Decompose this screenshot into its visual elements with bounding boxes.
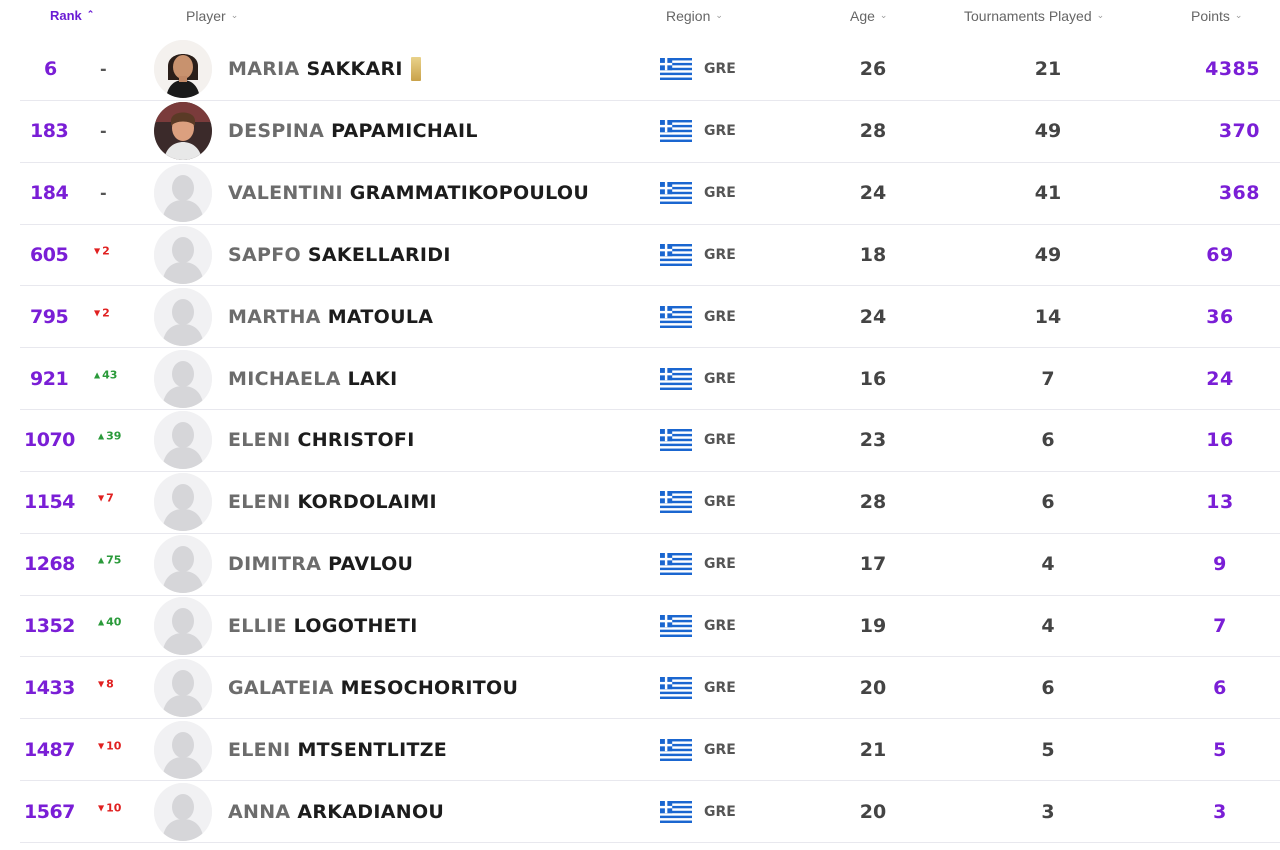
player-avatar[interactable] <box>154 288 212 346</box>
table-header <box>0 0 1280 36</box>
player-last-name: PAVLOU <box>328 553 414 576</box>
rank-movement <box>94 368 117 381</box>
player-name-link[interactable] <box>228 429 415 451</box>
age-value: 28 <box>859 491 887 514</box>
points-value: 69 <box>1206 243 1234 266</box>
player-name-link[interactable] <box>228 615 418 637</box>
table-row[interactable] <box>20 225 1280 287</box>
movement-value: - <box>100 59 107 79</box>
points-value: 4385 <box>1205 58 1260 81</box>
region-code: GRE <box>704 185 736 202</box>
region-code: GRE <box>704 308 736 325</box>
age-value: 18 <box>859 243 887 266</box>
chevron-down-icon: ⌄ <box>230 9 239 20</box>
age-value: 20 <box>859 800 887 823</box>
player-name-link[interactable] <box>228 244 451 266</box>
rank-value: 1268 <box>24 553 75 576</box>
player-last-name: MTSENTLITZE <box>297 738 448 761</box>
region-code: GRE <box>704 679 736 696</box>
region-code: GRE <box>704 123 736 140</box>
points-value: 7 <box>1213 615 1227 638</box>
greece-flag-icon <box>660 306 692 328</box>
player-last-name: CHRISTOFI <box>297 429 415 452</box>
triangle-down-icon: ▼ <box>98 803 105 813</box>
player-last-name: SAKELLARIDI <box>307 243 451 266</box>
player-avatar[interactable] <box>154 411 212 469</box>
rank-value: 6 <box>44 58 57 81</box>
age-value: 17 <box>859 553 887 576</box>
rank-movement <box>100 60 107 79</box>
player-first-name: ANNA <box>228 800 291 823</box>
player-name-link[interactable] <box>228 491 437 513</box>
rank-movement <box>98 739 121 752</box>
player-avatar[interactable] <box>154 350 212 408</box>
movement-value: 8 <box>106 677 114 691</box>
movement-value: 10 <box>106 739 122 753</box>
region-header-label: Region <box>666 8 711 24</box>
player-name-link[interactable] <box>228 677 518 699</box>
greece-flag-icon <box>660 491 692 513</box>
player-avatar[interactable] <box>154 40 212 98</box>
triangle-up-icon: ▲ <box>94 370 101 380</box>
movement-value: 43 <box>102 368 118 382</box>
age-value: 24 <box>859 305 887 328</box>
player-last-name: GRAMMATIKOPOULOU <box>349 182 590 205</box>
age-value: 16 <box>859 367 887 390</box>
chevron-down-icon: ⌄ <box>715 9 723 20</box>
triangle-up-icon: ▲ <box>98 617 105 627</box>
age-value: 24 <box>859 182 887 205</box>
player-name-link[interactable] <box>228 368 397 390</box>
player-avatar[interactable] <box>154 164 212 222</box>
region-code: GRE <box>704 61 736 78</box>
player-last-name: PAPAMICHAIL <box>331 120 478 143</box>
movement-value: 75 <box>106 553 122 567</box>
player-first-name: ELENI <box>228 429 291 452</box>
tournaments-played-value: 3 <box>1041 800 1055 823</box>
movement-value: 40 <box>106 615 122 629</box>
rank-value: 795 <box>30 305 69 328</box>
rank-value: 921 <box>30 367 69 390</box>
table-row[interactable] <box>20 163 1280 225</box>
player-name-link[interactable] <box>228 120 478 142</box>
rank-movement <box>98 430 121 443</box>
triangle-down-icon: ▼ <box>98 679 105 689</box>
greece-flag-icon <box>660 801 692 823</box>
table-row[interactable] <box>20 410 1280 472</box>
rank-movement <box>100 184 107 203</box>
sort-region-header[interactable] <box>666 8 723 24</box>
movement-value: 7 <box>106 491 114 505</box>
player-first-name: GALATEIA <box>228 676 334 699</box>
triangle-down-icon: ▼ <box>98 741 105 751</box>
age-header-label: Age <box>850 8 875 24</box>
movement-value: 2 <box>102 244 110 258</box>
player-last-name: MESOCHORITOU <box>340 676 519 699</box>
region-code: GRE <box>704 432 736 449</box>
player-avatar[interactable] <box>154 721 212 779</box>
table-row[interactable] <box>20 39 1280 101</box>
points-value: 24 <box>1206 367 1234 390</box>
rank-movement <box>98 616 121 629</box>
chevron-up-icon: ⌃ <box>86 9 95 19</box>
tournaments-played-value: 5 <box>1041 738 1055 761</box>
triangle-up-icon: ▲ <box>98 432 105 442</box>
movement-value: - <box>100 121 107 141</box>
player-avatar[interactable] <box>154 597 212 655</box>
region-code: GRE <box>704 494 736 511</box>
greece-flag-icon <box>660 58 692 80</box>
age-value: 26 <box>859 58 887 81</box>
tournaments-played-value: 41 <box>1034 182 1062 205</box>
player-last-name: SAKKARI <box>306 58 403 81</box>
region-code: GRE <box>704 246 736 263</box>
greece-flag-icon <box>660 120 692 142</box>
rank-movement <box>98 492 114 505</box>
tournaments-played-value: 4 <box>1041 553 1055 576</box>
rank-header-label: Rank <box>50 8 82 23</box>
region-code: GRE <box>704 618 736 635</box>
greece-flag-icon <box>660 677 692 699</box>
chevron-down-icon: ⌄ <box>879 9 888 20</box>
table-row[interactable] <box>20 101 1280 163</box>
player-first-name: VALENTINI <box>228 182 343 205</box>
rank-value: 1567 <box>24 800 75 823</box>
sort-tournaments-header[interactable] <box>964 8 1104 24</box>
player-first-name: MARTHA <box>228 305 321 328</box>
triangle-down-icon: ▼ <box>94 246 101 256</box>
age-value: 21 <box>859 738 887 761</box>
points-value: 368 <box>1218 182 1260 205</box>
player-first-name: SAPFO <box>228 243 301 266</box>
rank-value: 1154 <box>24 491 75 514</box>
player-name-link[interactable] <box>228 739 447 761</box>
rank-value: 184 <box>30 182 69 205</box>
movement-value: 39 <box>106 430 122 444</box>
triangle-up-icon: ▲ <box>98 555 105 565</box>
rank-movement <box>98 554 121 567</box>
rank-value: 1352 <box>24 615 75 638</box>
tournaments-played-value: 49 <box>1034 120 1062 143</box>
player-name-link[interactable] <box>228 801 444 823</box>
player-last-name: KORDOLAIMI <box>297 491 437 514</box>
player-avatar[interactable] <box>154 102 212 160</box>
tournaments-header-label: Tournaments Played <box>964 8 1092 24</box>
chevron-down-icon: ⌄ <box>1234 9 1243 20</box>
rank-movement <box>98 801 121 814</box>
tournaments-played-value: 49 <box>1034 243 1062 266</box>
region-code: GRE <box>704 741 736 758</box>
player-first-name: MARIA <box>228 58 300 81</box>
points-value: 370 <box>1218 120 1260 143</box>
table-row[interactable] <box>20 534 1280 596</box>
rank-movement <box>94 245 110 258</box>
table-row[interactable] <box>20 781 1280 843</box>
table-row[interactable] <box>20 348 1280 410</box>
player-avatar[interactable] <box>154 659 212 717</box>
region-code: GRE <box>704 370 736 387</box>
player-first-name: DIMITRA <box>228 553 322 576</box>
tournaments-played-value: 6 <box>1041 676 1055 699</box>
rank-movement <box>100 122 107 141</box>
points-value: 36 <box>1206 305 1234 328</box>
sort-player-header[interactable] <box>186 8 238 24</box>
greece-flag-icon <box>660 739 692 761</box>
table-body <box>20 39 1280 843</box>
chevron-down-icon: ⌄ <box>1096 9 1105 20</box>
player-last-name: LAKI <box>347 367 398 390</box>
table-row[interactable] <box>20 657 1280 719</box>
player-name-link[interactable] <box>228 553 413 575</box>
points-value: 3 <box>1213 800 1227 823</box>
points-value: 9 <box>1213 553 1227 576</box>
rank-movement <box>98 677 114 690</box>
rank-movement <box>94 306 110 319</box>
rank-value: 183 <box>30 120 69 143</box>
sort-rank-header[interactable] <box>50 8 94 23</box>
rank-value: 1433 <box>24 676 75 699</box>
movement-value: 10 <box>106 801 122 815</box>
points-value: 13 <box>1206 491 1234 514</box>
rank-value: 1070 <box>24 429 75 452</box>
triangle-down-icon: ▼ <box>94 308 101 318</box>
tournaments-played-value: 21 <box>1034 58 1062 81</box>
player-first-name: ELENI <box>228 491 291 514</box>
player-last-name: LOGOTHETI <box>293 615 418 638</box>
triangle-down-icon: ▼ <box>98 493 105 503</box>
greece-flag-icon <box>660 553 692 575</box>
age-value: 23 <box>859 429 887 452</box>
tournaments-played-value: 6 <box>1041 491 1055 514</box>
greece-flag-icon <box>660 368 692 390</box>
player-name-link[interactable] <box>228 57 421 81</box>
greece-flag-icon <box>660 615 692 637</box>
player-last-name: MATOULA <box>327 305 434 328</box>
tournaments-played-value: 14 <box>1034 305 1062 328</box>
player-first-name: ELENI <box>228 738 291 761</box>
player-last-name: ARKADIANOU <box>297 800 445 823</box>
points-value: 5 <box>1213 738 1227 761</box>
sort-points-header[interactable] <box>1191 8 1242 24</box>
player-name-link[interactable] <box>228 182 589 204</box>
table-row[interactable] <box>20 472 1280 534</box>
age-value: 20 <box>859 676 887 699</box>
age-value: 28 <box>859 120 887 143</box>
tournaments-played-value: 7 <box>1041 367 1055 390</box>
player-avatar[interactable] <box>154 226 212 284</box>
tournaments-played-value: 4 <box>1041 615 1055 638</box>
greece-flag-icon <box>660 429 692 451</box>
greece-flag-icon <box>660 182 692 204</box>
player-avatar[interactable] <box>154 473 212 531</box>
age-value: 19 <box>859 615 887 638</box>
table-row[interactable] <box>20 596 1280 658</box>
points-header-label: Points <box>1191 8 1230 24</box>
gold-badge-icon <box>411 57 421 81</box>
player-avatar[interactable] <box>154 783 212 841</box>
region-code: GRE <box>704 556 736 573</box>
table-row[interactable] <box>20 286 1280 348</box>
rank-value: 605 <box>30 243 69 266</box>
player-first-name: MICHAELA <box>228 367 341 390</box>
player-name-link[interactable] <box>228 306 433 328</box>
region-code: GRE <box>704 803 736 820</box>
rank-value: 1487 <box>24 738 75 761</box>
player-first-name: DESPINA <box>228 120 325 143</box>
player-first-name: ELLIE <box>228 615 287 638</box>
player-avatar[interactable] <box>154 535 212 593</box>
tournaments-played-value: 6 <box>1041 429 1055 452</box>
sort-age-header[interactable] <box>850 8 887 24</box>
points-value: 16 <box>1206 429 1234 452</box>
movement-value: - <box>100 183 107 203</box>
table-row[interactable] <box>20 719 1280 781</box>
greece-flag-icon <box>660 244 692 266</box>
movement-value: 2 <box>102 306 110 320</box>
player-header-label: Player <box>186 8 226 24</box>
points-value: 6 <box>1213 676 1227 699</box>
